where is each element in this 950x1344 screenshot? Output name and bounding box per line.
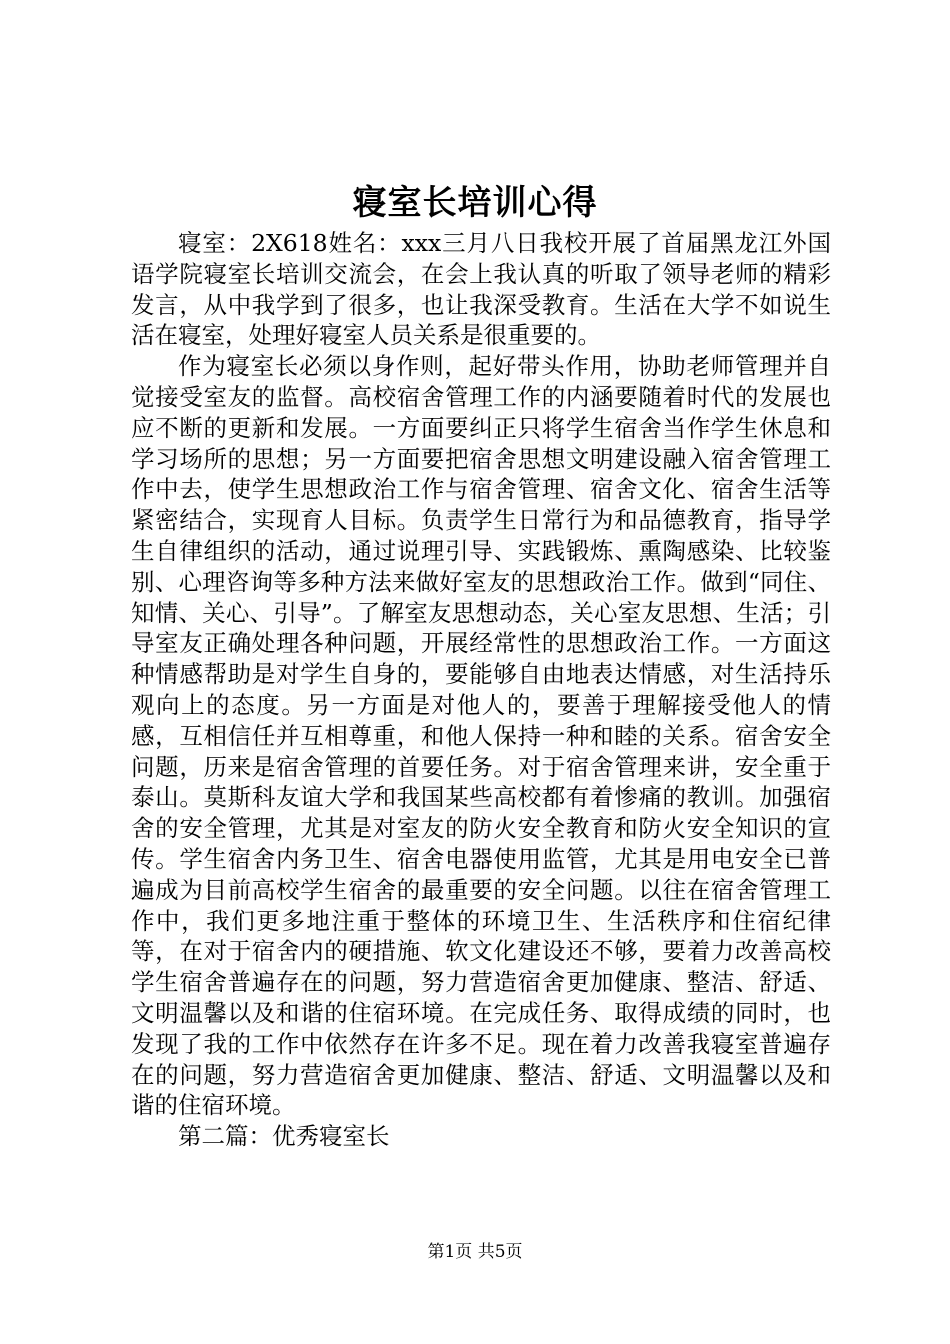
page-footer: 第1页 共5页 <box>427 1242 523 1262</box>
document-title: 寝室长培训心得 <box>352 183 598 223</box>
paragraph-intro: 寝室：2X618姓名：xxx三月八日我校开展了首届黑龙江外国语学院寝室长培训交流会，在会上我认真的听取了领导老师的精彩发言，从中我学到了很多，也让我深受教育。生活在大学不如说生活在寝室，处理好寝室人员关系是很重要的。 <box>131 229 831 350</box>
paragraph-main: 作为寝室长必须以身作则，起好带头作用，协助老师管理并自觉接受室友的监督。高校宿舍管理工作的内涵要随着时代的发展也应不断的更新和发展。一方面要纠正只将学生宿舍当作学生休息和学习场所的思想；另一方面要把宿舍思想文明建设融入宿舍管理工作中去，使学生思想政治工作与宿舍管理、宿舍文化、宿舍生活等紧密结合，实现育人目标。负责学生日常行为和品德教育，指导学生自律组织的活动，通过说理引导、实践锻炼、熏陶感染、比较鉴别、心理咨询等多种方法来做好室友的思想政治工作。做到“同住、知情、关心、引导”。了解室友思想动态，关心室友思想、生活；引导室友正确处理各种问题，开展经常性的思想政治工作。一方面这种情感帮助是对学生自身的，要能够自由地表达情感，对生活持乐观向上的态度。另一方面是对他人的，要善于理解接受他人的情感，互相信任并互相尊重，和他人保持一种和睦的关系。宿舍安全问题，历来是宿舍管理的首要任务。对于宿舍管理来讲，安全重于泰山。莫斯科友谊大学和我国某些高校都有着惨痛的教训。加强宿舍的安全管理，尤其是对室友的防火安全教育和防火安全知识的宣传。学生宿舍内务卫生、宿舍电器使用监管，尤其是用电安全已普遍成为目前高校学生宿舍的最重要的安全问题。以往在宿舍管理工作中，我们更多地注重于整体的环境卫生、生活秩序和住宿纪律等，在对于宿舍内的硬措施、软文化建设还不够，要着力改善高校学生宿舍普遍存在的问题，努力营造宿舍更加健康、整洁、舒适、文明温馨以及和谐的住宿环境。在完成任务、取得成绩的同时，也发现了我的工作中依然存在许多不足。现在着力改善我寝室普遍存在的问题，努力营造宿舍更加健康、整洁、舒适、文明温馨以及和谐的住宿环境。 <box>131 352 831 1120</box>
document-body <box>131 228 831 1152</box>
paragraph-next-heading: 第二篇：优秀寝室长 <box>178 1122 390 1151</box>
